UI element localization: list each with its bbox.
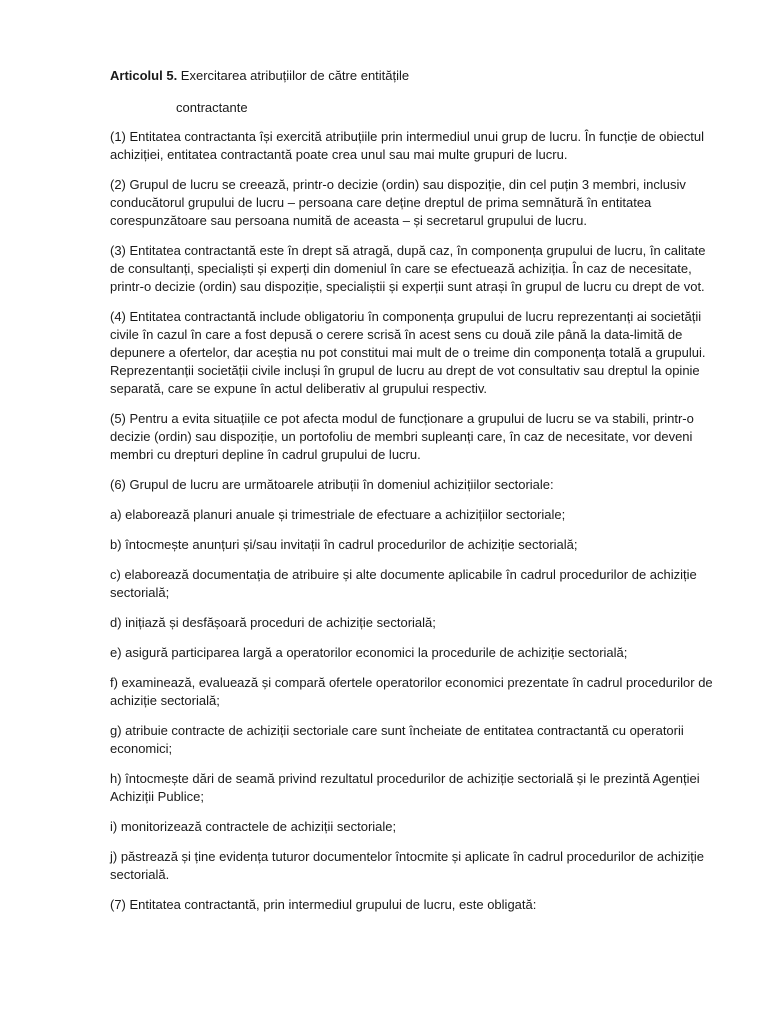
paragraph-4: (4) Entitatea contractantă include obligatoriu în componența grupului de lucru reprezentanți ai societății civile în cazul în care a fost depusă o cerere scrisă în acest sens cu două zile până la data-limită de depunere a ofertelor, dar aceștia nu pot constitui mai mult de o treime din componența totală a grupului. Reprezentanții societății civile incluși în grupul de lucru au drept de vot consultativ sau dreptul la opinie separată, care se expune în actul deliberativ al grupului respectiv. xyxy=(110,309,706,396)
paragraph-7: (7) Entitatea contractantă, prin intermediul grupului de lucru, este obligată: xyxy=(110,897,537,912)
list-item-e: e) asigură participarea largă a operatorilor economici la procedurile de achiziție sectorială; xyxy=(110,645,628,660)
list-item-b: b) întocmește anunțuri și/sau invitații în cadrul procedurilor de achiziție sectorială; xyxy=(110,537,578,552)
list-item-j: j) păstrează și ține evidența tuturor documentelor întocmite și aplicate în cadrul procedurilor de achiziție sectorială. xyxy=(110,849,704,882)
list-item-f: f) examinează, evaluează și compară ofertele operatorilor economici prezentate în cadrul procedurilor de achiziție sectorială; xyxy=(110,675,713,708)
article-label: Articolul 5. xyxy=(110,68,178,83)
list-item-c: c) elaborează documentația de atribuire și alte documente aplicabile în cadrul procedurilor de achiziție sectorială; xyxy=(110,567,697,600)
article-title: Exercitarea atribuțiilor de către entitățile xyxy=(177,68,410,83)
list-item-g: g) atribuie contracte de achiziții sectoriale care sunt încheiate de entitatea contractantă cu operatorii economici; xyxy=(110,723,684,756)
paragraph-6: (6) Grupul de lucru are următoarele atribuții în domeniul achizițiilor sectoriale: xyxy=(110,477,554,492)
document-page xyxy=(110,67,720,914)
paragraph-1: (1) Entitatea contractanta își exercită atribuțiile prin intermediul unui grup de lucru. În funcție de obiectul achiziției, entitatea contractantă poate crea unul sau mai multe grupuri de lucru. xyxy=(110,129,704,162)
list-item-i: i) monitorizează contractele de achiziții sectoriale; xyxy=(110,819,397,834)
list-item-d: d) inițiază și desfășoară proceduri de achiziție sectorială; xyxy=(110,615,436,630)
article-heading xyxy=(110,67,720,85)
paragraph-5: (5) Pentru a evita situațiile ce pot afecta modul de funcționare a grupului de lucru se va stabili, printr-o decizie (ordin) sau dispoziție, un portofoliu de membri supleanți care, în caz de necesitate, vor deveni membri cu drepturi depline în cadrul grupului de lucru. xyxy=(110,411,694,462)
article-title-continued: contractante xyxy=(176,100,248,115)
paragraph-2: (2) Grupul de lucru se creează, printr-o decizie (ordin) sau dispoziție, din cel puțin 3 membri, inclusiv conducătorul grupului de lucru – persoana care deține dreptul de prima semnătură în entitatea corespunzătoare sau persoana numită de aceasta – și secretarul grupului de lucru. xyxy=(110,177,686,228)
list-item-h: h) întocmește dări de seamă privind rezultatul procedurilor de achiziție sectorială și le prezintă Agenției Achiziții Publice; xyxy=(110,771,700,804)
paragraph-3: (3) Entitatea contractantă este în drept să atragă, după caz, în componența grupului de lucru, în calitate de consultanți, specialiști și experți din domeniul în care se efectuează achiziția. În caz de necesitate, printr-o decizie (ordin) sau dispoziție, specialiștii și experții sunt atrași în grupul de lucru cu drept de vot. xyxy=(110,243,706,294)
list-item-a: a) elaborează planuri anuale și trimestriale de efectuare a achizițiilor sectoriale; xyxy=(110,507,566,522)
